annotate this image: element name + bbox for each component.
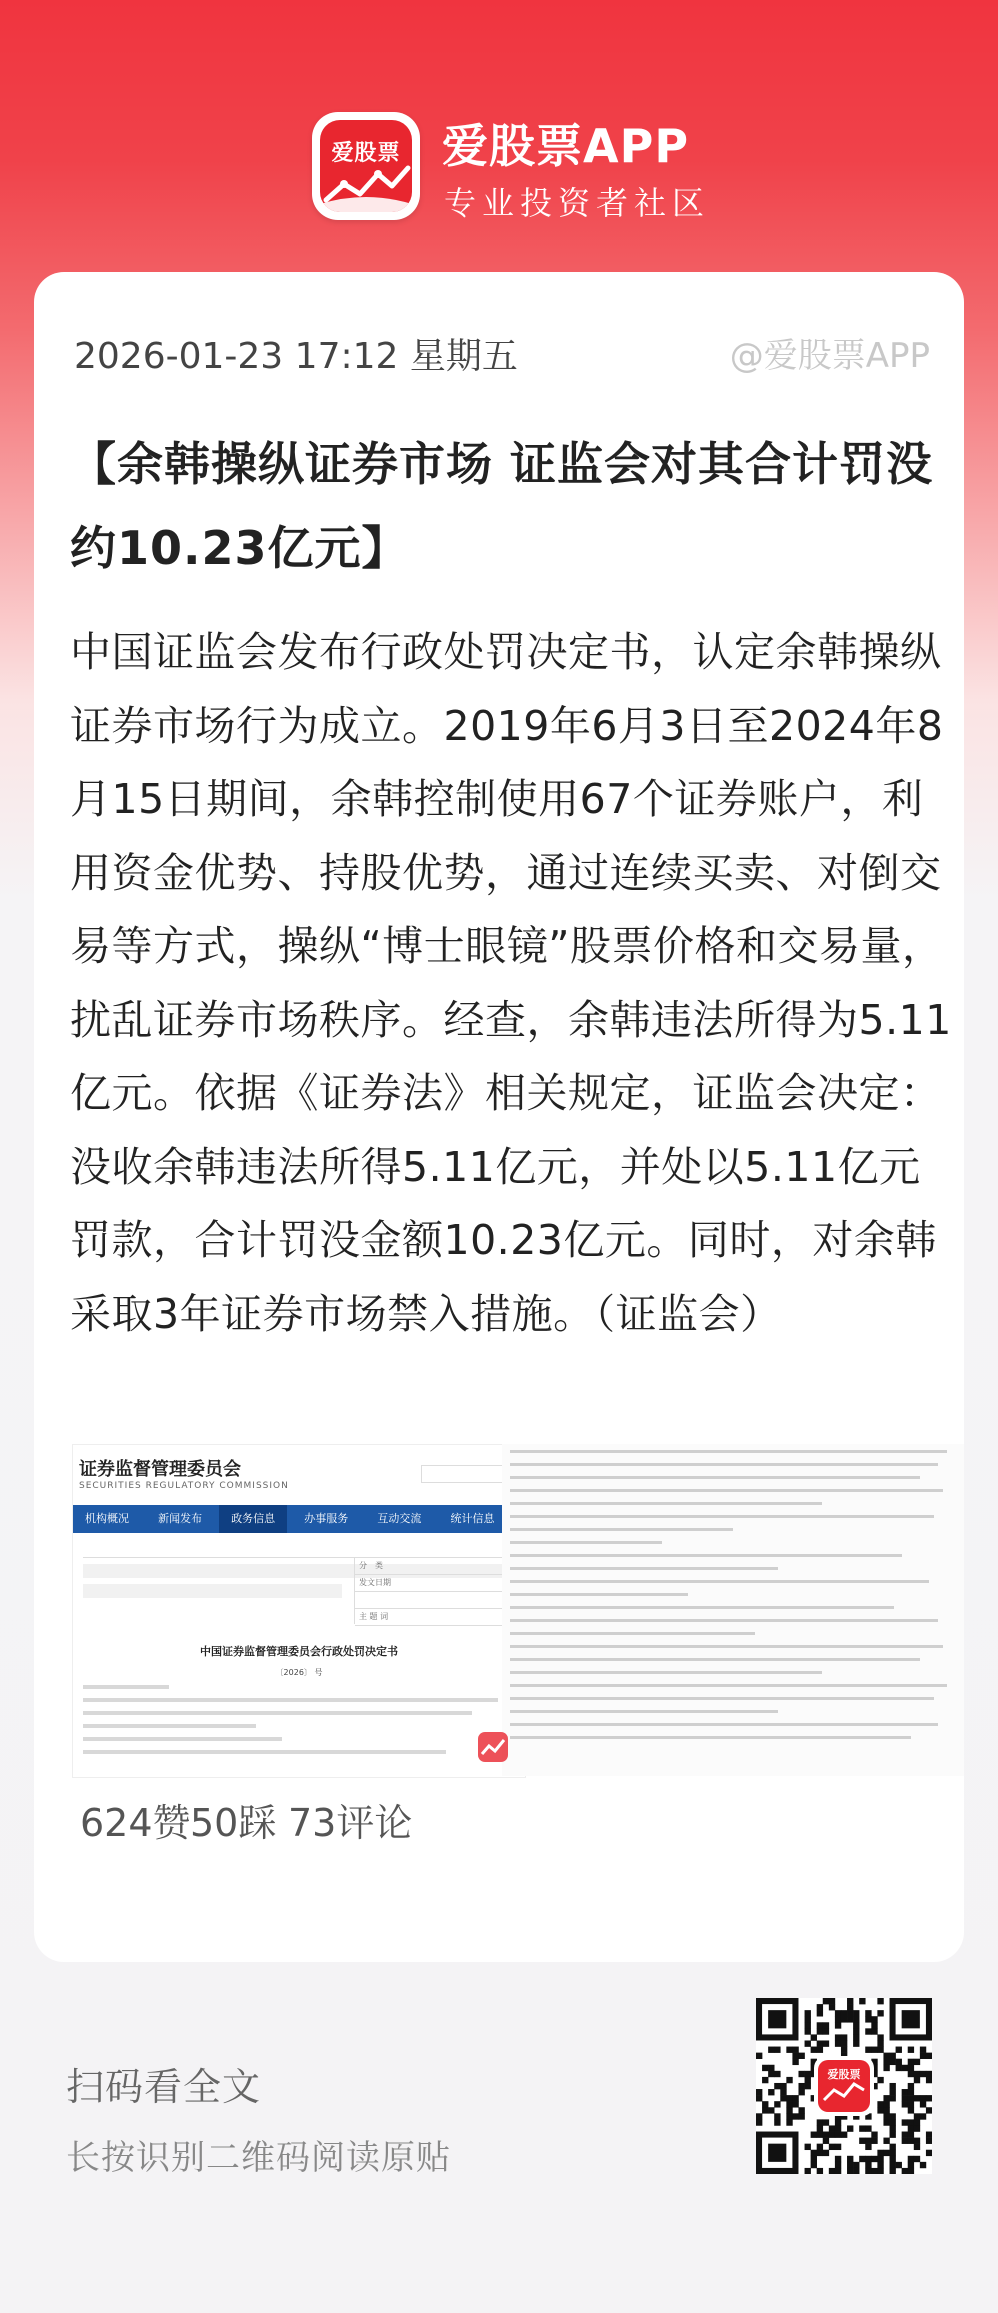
post-title: 【余韩操纵证券市场 证监会对其合计罚没约10.23亿元】	[70, 437, 934, 575]
csrc-nav-item: 新闻发布	[158, 1512, 203, 1525]
csrc-site-header	[73, 1445, 525, 1505]
csrc-nav-item: 统计信息	[450, 1512, 495, 1525]
info-cell: 主 题 词	[355, 1609, 515, 1626]
qr-logo-text: 爱股票	[827, 2068, 861, 2081]
post-card	[34, 272, 964, 1962]
scan-hint: 长按识别二维码阅读原贴	[66, 2138, 451, 2178]
post-datetime: 2026-01-23 17:12 星期五	[74, 336, 518, 377]
app-slogan: 专业投资者社区	[444, 184, 711, 222]
csrc-nav-item-active: 政务信息	[219, 1505, 287, 1533]
post-meta	[74, 328, 930, 378]
dislikes-count[interactable]: 50踩	[190, 1801, 277, 1845]
document-text-lines	[510, 1450, 956, 1749]
csrc-info-table	[83, 1557, 515, 1624]
csrc-site-title: 证券监督管理委员会	[79, 1459, 241, 1480]
qr-logo-icon	[814, 2056, 874, 2116]
csrc-search-box	[421, 1465, 513, 1483]
csrc-site-subtitle: SECURITIES REGULATORY COMMISSION	[79, 1481, 289, 1491]
comments-count[interactable]: 73评论	[288, 1801, 413, 1845]
app-logo-icon	[312, 112, 420, 220]
post-body: 中国证监会发布行政处罚决定书，认定余韩操纵证券市场行为成立。2019年6月3日至2024年8月15日期间，余韩控制使用67个证券账户，利用资金优势、持股优势，通过连续买卖、对倒交易等方式，操纵“博士眼镜”股票价格和交易量，扰乱证券市场秩序。经查，余韩违法所得为5.11亿元。依据《证券法》相关规定，证监会决定：没收余韩违法所得5.11亿元，并处以5.11亿元罚款，合计罚没金额10.23亿元。同时，对余韩采取3年证券市场禁入措施。（证监会）	[70, 628, 952, 1338]
watermark-logo-icon	[476, 1730, 510, 1764]
document-image-right[interactable]	[502, 1444, 964, 1776]
chart-line-icon	[320, 160, 412, 212]
info-cell	[355, 1592, 515, 1609]
likes-count[interactable]: 624赞	[80, 1801, 191, 1845]
csrc-doc-heading: 中国证券监督管理委员会行政处罚决定书	[200, 1645, 398, 1658]
csrc-doc-number: 〔2026〕 号	[275, 1668, 323, 1677]
scan-title: 扫码看全文	[66, 2065, 262, 2109]
csrc-nav-item: 机构概况	[85, 1512, 129, 1525]
source-watermark: @爱股票APP	[729, 336, 930, 376]
document-image-left[interactable]	[72, 1444, 526, 1778]
app-header	[312, 108, 732, 220]
csrc-nav-bar	[73, 1505, 525, 1533]
csrc-nav-item: 办事服务	[304, 1512, 349, 1525]
post-stats	[68, 1792, 768, 1852]
qr-code[interactable]	[756, 1998, 932, 2174]
info-cell: 分 类	[355, 1558, 515, 1575]
footer-area	[0, 1962, 998, 2313]
csrc-nav-item: 互动交流	[377, 1512, 422, 1525]
app-name: 爱股票APP	[442, 119, 690, 173]
info-cell: 发文日期	[355, 1575, 515, 1592]
csrc-doc-text	[83, 1685, 515, 1763]
app-logo-text: 爱股票	[331, 141, 401, 166]
